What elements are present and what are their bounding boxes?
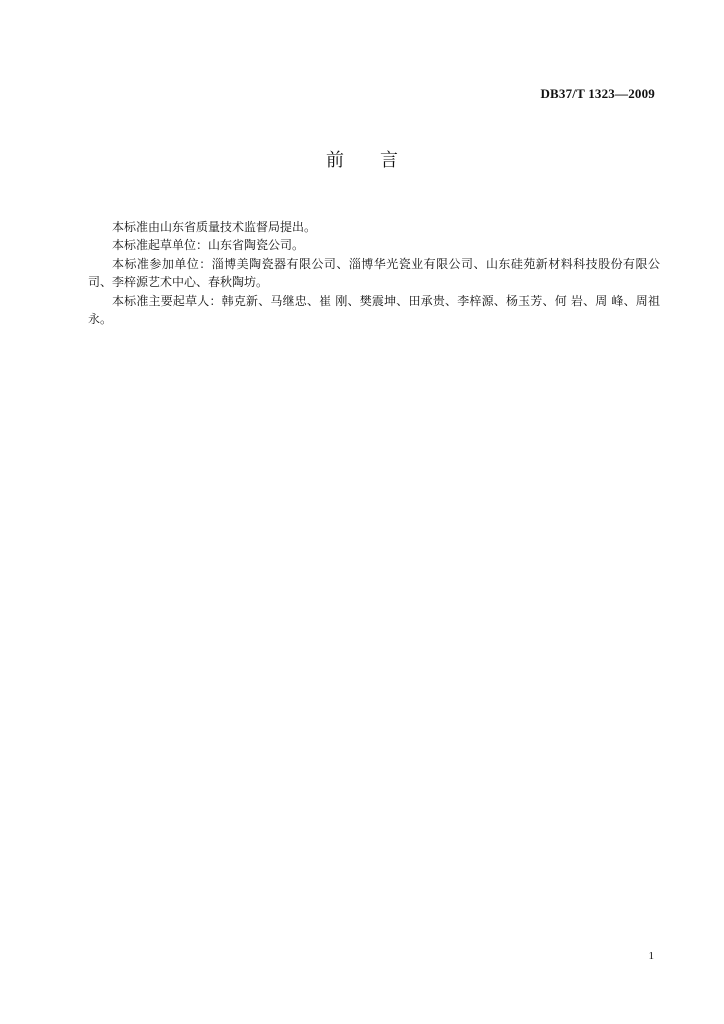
paragraph-proposer: 本标准由山东省质量技术监督局提出。 — [112, 220, 317, 234]
paragraph-drafting-unit: 本标准起草单位：山东省陶瓷公司。 — [112, 238, 305, 253]
paragraph-participating-units: 本标准参加单位：淄博美陶瓷器有限公司、淄博华光瓷业有限公司、山东硅苑新材料科技股份有限公司、李梓源艺术中心、春秋陶坊。 — [88, 256, 660, 290]
section-title: 前言 — [326, 150, 434, 171]
standard-code: DB37/T 1323—2009 — [540, 86, 655, 101]
foreword-body — [88, 218, 660, 328]
page-number: 1 — [648, 950, 654, 962]
paragraph-main-drafters: 本标准主要起草人：韩克新、马继忠、崔 刚、樊震坤、田承贵、李梓源、杨玉芳、何 岩、周 峰、周祖永。 — [88, 293, 660, 327]
